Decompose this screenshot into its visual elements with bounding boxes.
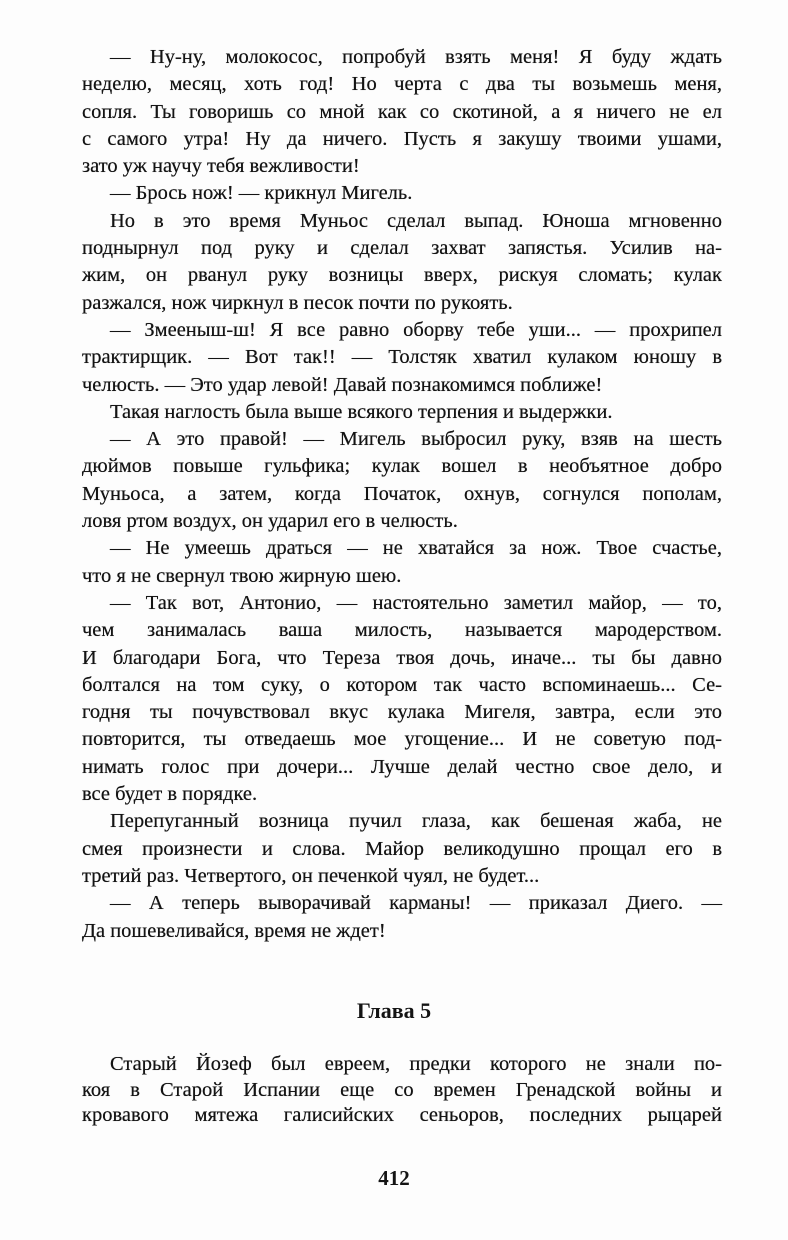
text-line: жим, он рванул руку возницы вверх, рискуя сломать; кулак	[82, 264, 722, 287]
text-line: коя в Старой Испании еще со времен Гренадской войны и	[82, 1078, 722, 1101]
text-line: Муньоса, а затем, когда Початок, охнув, согнулся пополам,	[82, 482, 722, 505]
text-line: сопля. Ты говоришь со мной как со скотиной, а я ничего не ел	[82, 100, 722, 123]
text-line: И благодари Бога, что Тереза твоя дочь, иначе... ты бы давно	[82, 646, 722, 669]
text-line: поднырнул под руку и сделал захват запястья. Усилив на-	[82, 237, 722, 260]
text-line: Перепуганный возница пучил глаза, как бешеная жаба, не	[110, 810, 722, 833]
text-line: болтался на том суку, о котором так часто вспоминаешь... Се-	[82, 673, 722, 696]
text-line: неделю, месяц, хоть год! Но черта с два ты возьмешь меня,	[82, 73, 722, 96]
text-line: — Не умеешь драться — не хватайся за нож. Твое счастье,	[110, 537, 722, 560]
paragraph	[82, 535, 722, 590]
text-line: челюсть. — Это удар левой! Давай познакомимся поближе!	[82, 373, 603, 396]
text-line: Да пошевеливайся, время не ждет!	[82, 919, 386, 942]
text-line: кровавого мятежа галисийских сеньоров, последних рыцарей	[82, 1104, 722, 1126]
paragraph	[82, 808, 722, 890]
text-line: что я не свернул твою жирную шею.	[82, 564, 402, 587]
text-line: — Ну-ну, молокосос, попробуй взять меня! Я буду ждать	[110, 46, 722, 68]
text-line: — А это правой! — Мигель выбросил руку, взяв на шесть	[110, 428, 722, 451]
body-text	[82, 44, 722, 945]
text-line: — Брось нож! — крикнул Мигель.	[110, 182, 413, 205]
paragraph	[82, 44, 722, 180]
text-line: разжался, нож чиркнул в песок почти по рукоять.	[82, 291, 513, 314]
paragraph	[82, 317, 722, 399]
text-line: все будет в порядке.	[82, 783, 258, 806]
text-line: Но в это время Муньос сделал выпад. Юноша мгновенно	[110, 209, 722, 232]
text-line: смея произнести и слова. Майор великодушно прощал его в	[82, 837, 722, 860]
paragraph	[82, 590, 722, 808]
text-line: дюймов повыше гульфика; кулак вошел в необъятное добро	[82, 455, 722, 478]
paragraph	[82, 180, 722, 207]
page-number: 412	[378, 1166, 410, 1190]
text-line: годня ты почувствовал вкус кулака Мигеля, завтра, если это	[82, 701, 722, 724]
text-line: Такая наглость была выше всякого терпения и выдержки.	[110, 400, 613, 423]
text-line: — А теперь выворачивай карманы! — приказал Диего. —	[110, 892, 722, 915]
text-line: — Змееныш-ш! Я все равно оборву тебе уши... — прохрипел	[110, 318, 722, 341]
text-line: трактирщик. — Вот так!! — Толстяк хватил кулаком юношу в	[82, 346, 722, 369]
chapter-paragraph	[82, 1052, 722, 1129]
text-line: — Так вот, Антонио, — настоятельно заметил майор, — то,	[110, 591, 722, 614]
text-line: нимать голос при дочери... Лучше делай честно свое дело, и	[82, 755, 722, 778]
paragraph	[82, 208, 722, 317]
text-line: Старый Йозеф был евреем, предки которого не знали по-	[110, 1053, 722, 1075]
text-line: ловя ртом воздух, он ударил его в челюсть.	[82, 510, 458, 533]
paragraph	[82, 399, 722, 426]
text-line: чем занималась ваша милость, называется мародерством.	[82, 619, 722, 642]
text-line: повторится, ты отведаешь мое угощение... И не советую под-	[82, 728, 722, 751]
paragraph	[82, 426, 722, 535]
text-line: с самого утра! Ну да ничего. Пусть я закушу твоими ушами,	[82, 127, 722, 150]
text-line: третий раз. Четвертого, он печенкой чуял, не будет...	[82, 864, 540, 887]
text-line: зато уж научу тебя вежливости!	[82, 155, 360, 178]
chapter-heading: Глава 5	[356, 998, 432, 1023]
paragraph	[82, 890, 722, 945]
